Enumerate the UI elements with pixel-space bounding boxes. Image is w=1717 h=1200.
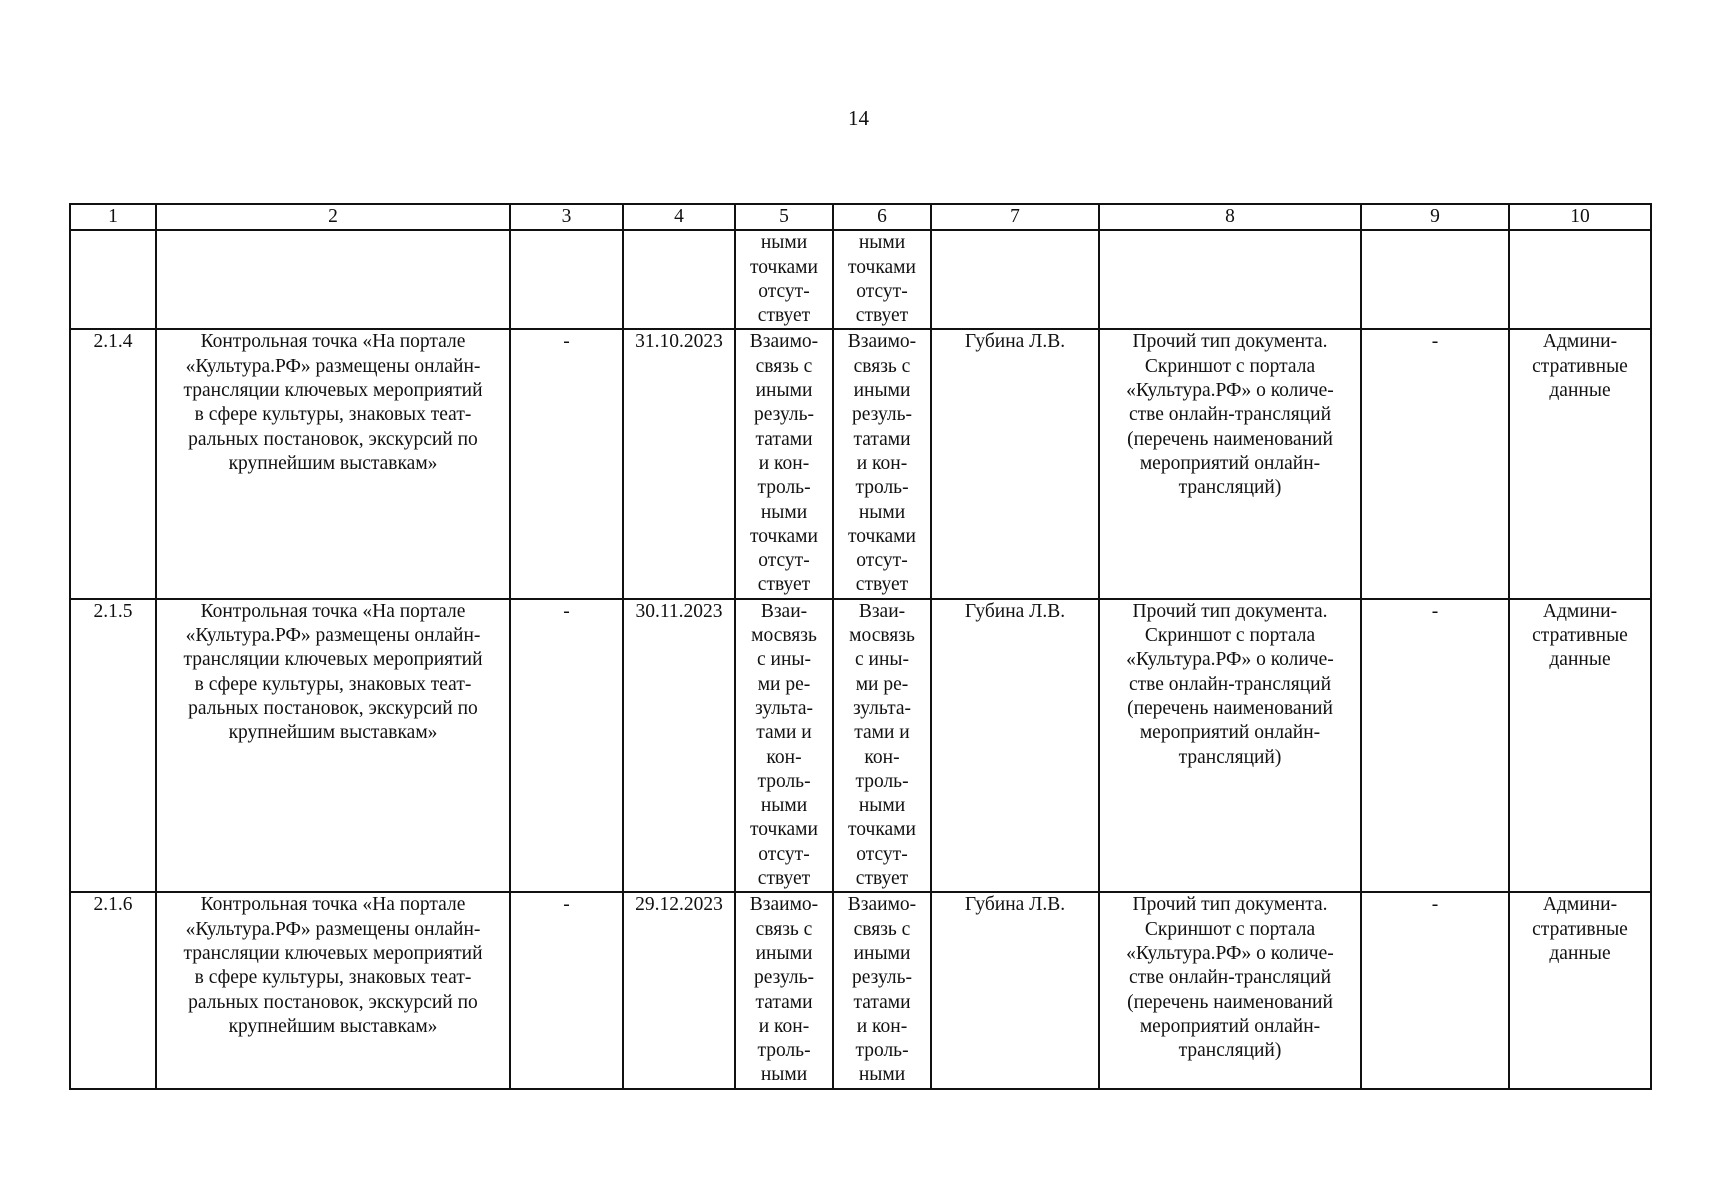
- column-header: 8: [1099, 204, 1361, 230]
- cell-col3: -: [510, 599, 623, 893]
- column-header: 10: [1509, 204, 1651, 230]
- cell-relation-results: Взаи- мосвязь с ины- ми ре- зульта- тами и кон- троль- ными точками отсут- ствует: [735, 599, 833, 893]
- column-header: 1: [70, 204, 156, 230]
- table-row: [70, 892, 1651, 1088]
- cell-document: Прочий тип документа. Скриншот с портала «Культура.РФ» о количе- стве онлайн-трансляций (перечень наименований мероприятий онлайн- трансляций): [1099, 892, 1361, 1088]
- cell-title: [156, 230, 510, 329]
- cell-col9: -: [1361, 329, 1509, 598]
- cell-number: 2.1.6: [70, 892, 156, 1088]
- control-points-table: [69, 203, 1652, 1090]
- column-header: 7: [931, 204, 1099, 230]
- cell-relation-points: Взаимо- связь с иными резуль- татами и кон- троль- ными точками отсут- ствует: [833, 329, 931, 598]
- cell-col9: [1361, 230, 1509, 329]
- page-number: 14: [848, 106, 869, 130]
- cell-col3: [510, 230, 623, 329]
- cell-date: 30.11.2023: [623, 599, 735, 893]
- cell-relation-results: ными точками отсут- ствует: [735, 230, 833, 329]
- cell-title: Контрольная точка «На портале «Культура.РФ» размещены онлайн- трансляции ключевых мероприятий в сфере культуры, знаковых теат- ральных постановок, экскурсий по крупнейшим выставкам»: [156, 892, 510, 1088]
- header-row: [70, 204, 1651, 230]
- cell-relation-points: Взаи- мосвязь с ины- ми ре- зульта- тами и кон- троль- ными точками отсут- ствует: [833, 599, 931, 893]
- cell-responsible: [931, 230, 1099, 329]
- cell-source: Админи- стративные данные: [1509, 329, 1651, 598]
- cell-col9: -: [1361, 892, 1509, 1088]
- cell-source: Админи- стративные данные: [1509, 599, 1651, 893]
- cell-relation-results: Взаимо- связь с иными резуль- татами и кон- троль- ными точками отсут- ствует: [735, 329, 833, 598]
- cell-title: Контрольная точка «На портале «Культура.РФ» размещены онлайн- трансляции ключевых мероприятий в сфере культуры, знаковых теат- ральных постановок, экскурсий по крупнейшим выставкам»: [156, 329, 510, 598]
- column-header: 5: [735, 204, 833, 230]
- cell-document: Прочий тип документа. Скриншот с портала «Культура.РФ» о количе- стве онлайн-трансляций (перечень наименований мероприятий онлайн- трансляций): [1099, 329, 1361, 598]
- cell-col3: -: [510, 892, 623, 1088]
- cell-number: [70, 230, 156, 329]
- cell-responsible: Губина Л.В.: [931, 329, 1099, 598]
- cell-responsible: Губина Л.В.: [931, 599, 1099, 893]
- cell-relation-points: Взаимо- связь с иными резуль- татами и кон- троль- ными: [833, 892, 931, 1088]
- continuation-row: [70, 230, 1651, 329]
- cell-number: 2.1.4: [70, 329, 156, 598]
- cell-date: [623, 230, 735, 329]
- column-header: 6: [833, 204, 931, 230]
- column-header: 4: [623, 204, 735, 230]
- cell-source: Админи- стративные данные: [1509, 892, 1651, 1088]
- cell-number: 2.1.5: [70, 599, 156, 893]
- cell-document: Прочий тип документа. Скриншот с портала «Культура.РФ» о количе- стве онлайн-трансляций (перечень наименований мероприятий онлайн- трансляций): [1099, 599, 1361, 893]
- cell-source: [1509, 230, 1651, 329]
- cell-relation-results: Взаимо- связь с иными резуль- татами и кон- троль- ными: [735, 892, 833, 1088]
- table-row: [70, 329, 1651, 598]
- cell-col9: -: [1361, 599, 1509, 893]
- column-header: 2: [156, 204, 510, 230]
- cell-relation-points: ными точками отсут- ствует: [833, 230, 931, 329]
- table-row: [70, 599, 1651, 893]
- column-header: 9: [1361, 204, 1509, 230]
- cell-col3: -: [510, 329, 623, 598]
- cell-document: [1099, 230, 1361, 329]
- column-header: 3: [510, 204, 623, 230]
- cell-date: 31.10.2023: [623, 329, 735, 598]
- cell-responsible: Губина Л.В.: [931, 892, 1099, 1088]
- cell-title: Контрольная точка «На портале «Культура.РФ» размещены онлайн- трансляции ключевых мероприятий в сфере культуры, знаковых теат- ральных постановок, экскурсий по крупнейшим выставкам»: [156, 599, 510, 893]
- cell-date: 29.12.2023: [623, 892, 735, 1088]
